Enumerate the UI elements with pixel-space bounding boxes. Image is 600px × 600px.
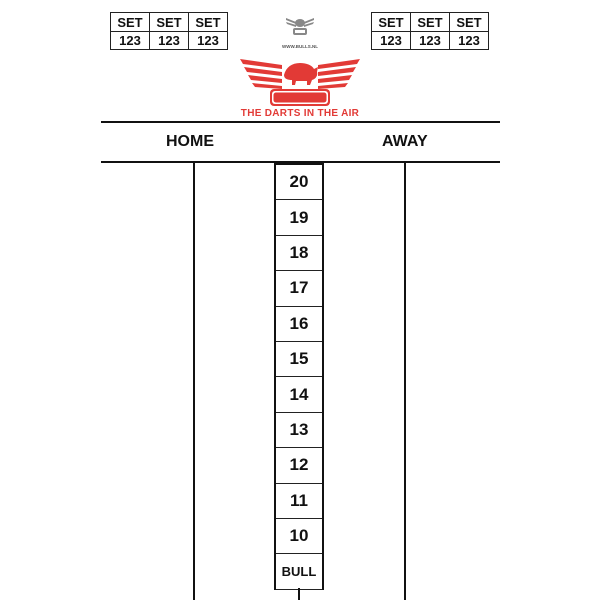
away-column-divider [404,162,406,600]
set-header: SET [450,13,489,32]
set-header: SET [111,13,150,32]
set-value: 123 [411,32,450,50]
header-top-rule [101,121,500,123]
set-table-left [110,12,228,50]
set-header: SET [189,13,228,32]
number-cell: 14 [276,377,322,412]
tagline: THE DARTS IN THE AIR [240,108,360,119]
number-cell: 18 [276,236,322,271]
away-label: AWAY [382,133,428,150]
set-value: 123 [111,32,150,50]
home-label: HOME [166,133,214,150]
number-cell: 12 [276,448,322,483]
number-cell: BULL [276,554,322,589]
number-cell: 13 [276,413,322,448]
bull-icon [285,14,315,38]
number-column [274,163,324,590]
number-cell: 19 [276,200,322,235]
number-cell: 10 [276,519,322,554]
number-cell: 17 [276,271,322,306]
bull-logo-icon [240,55,360,107]
number-cell: 20 [276,165,322,200]
set-table-right [371,12,489,50]
number-cell: 15 [276,342,322,377]
website-url: WWW.BULLS.NL [282,44,318,49]
number-cell: 11 [276,484,322,519]
set-header: SET [150,13,189,32]
set-value: 123 [150,32,189,50]
small-logo [276,14,324,48]
set-header: SET [411,13,450,32]
home-column-divider [193,162,195,600]
set-value: 123 [372,32,411,50]
number-cell: 16 [276,307,322,342]
set-value: 123 [450,32,489,50]
set-header: SET [372,13,411,32]
set-value: 123 [189,32,228,50]
center-line [298,588,300,600]
